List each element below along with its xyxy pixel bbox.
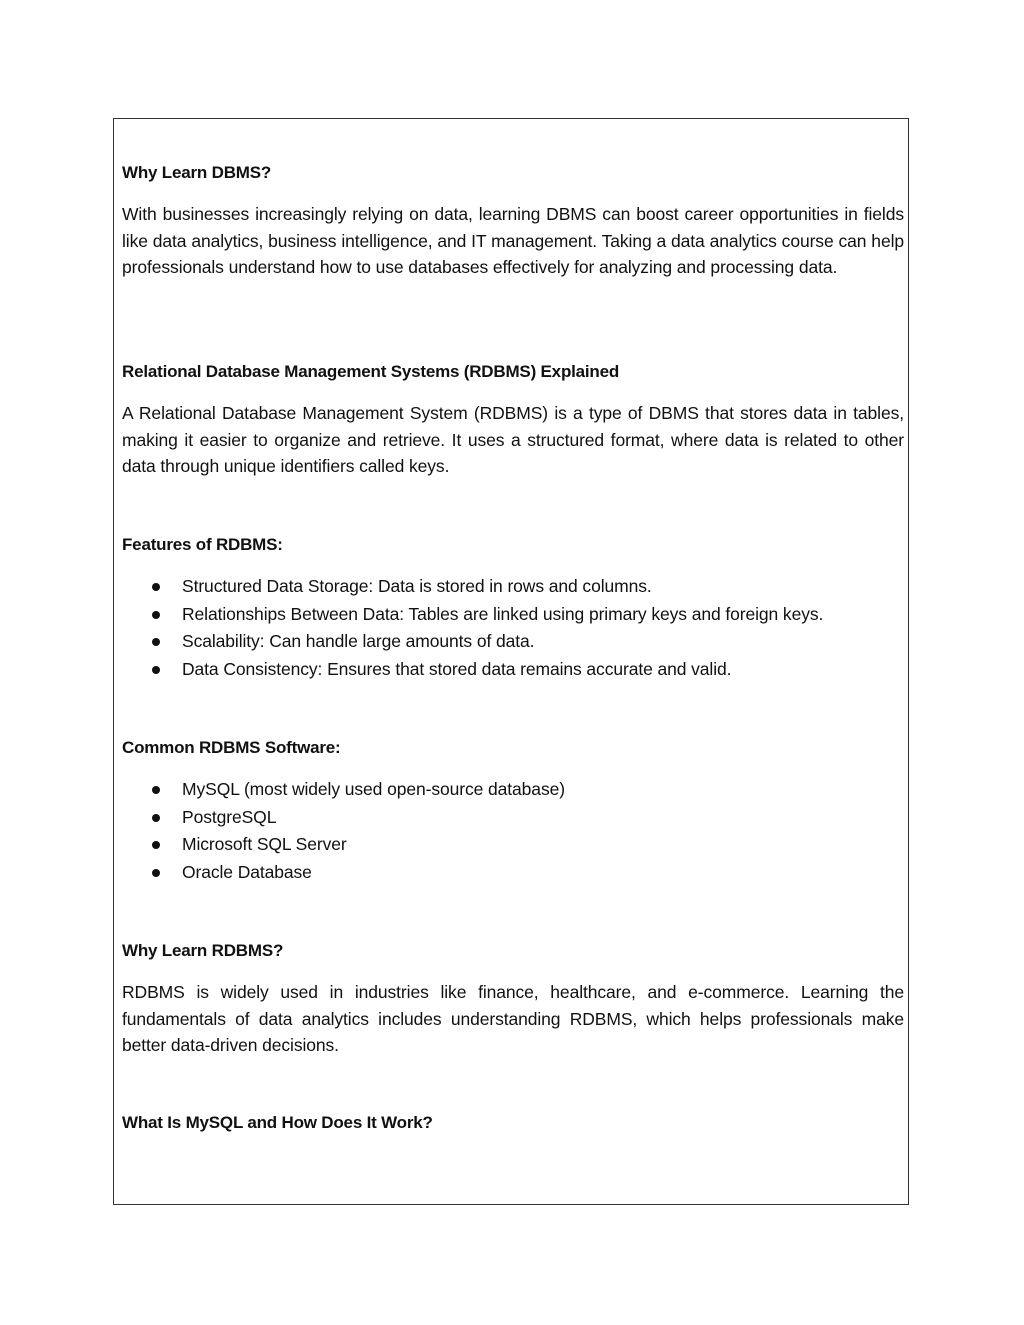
list-item [122, 656, 904, 684]
list-item [122, 573, 904, 601]
section-why-learn-rdbms [122, 940, 904, 1059]
section-why-learn-dbms [122, 162, 904, 281]
bullet-icon [152, 666, 160, 674]
document-frame [113, 118, 909, 1205]
section-features-of-rdbms [122, 534, 904, 683]
list-item-text: PostgreSQL [182, 806, 277, 827]
list-item [122, 628, 904, 656]
features-list [122, 573, 904, 683]
bullet-icon [152, 638, 160, 646]
section-heading: Common RDBMS Software: [122, 738, 341, 757]
bullet-icon [152, 583, 160, 591]
section-heading: Features of RDBMS: [122, 535, 283, 554]
software-list [122, 776, 904, 886]
section-common-rdbms-software [122, 737, 904, 886]
section-what-is-mysql [122, 1112, 904, 1134]
section-heading: Why Learn RDBMS? [122, 941, 284, 960]
section-paragraph: With businesses increasingly relying on data, learning DBMS can boost career opportunities in fields like data analytics, business intelligence, and IT management. Taking a data analytics course can help professionals understand how to use databases effectively for analyzing and processing data. [122, 204, 904, 277]
section-heading: What Is MySQL and How Does It Work? [122, 1113, 433, 1132]
section-rdbms-explained [122, 361, 904, 480]
bullet-icon [152, 611, 160, 619]
bullet-icon [152, 841, 160, 849]
list-item-text: Microsoft SQL Server [182, 834, 347, 854]
list-item-text: Data Consistency: Ensures that stored data remains accurate and valid. [182, 658, 732, 679]
list-item-text: Scalability: Can handle large amounts of data. [182, 631, 535, 651]
section-heading: Why Learn DBMS? [122, 163, 272, 182]
list-item [122, 859, 904, 887]
list-item [122, 804, 904, 832]
section-paragraph: A Relational Database Management System (RDBMS) is a type of DBMS that stores data in tables, making it easier to organize and retrieve. It uses a structured format, where data is related to other data through unique identifiers called keys. [122, 403, 904, 476]
list-item [122, 776, 904, 804]
bullet-icon [152, 786, 160, 794]
list-item-text: Structured Data Storage: Data is stored in rows and columns. [182, 576, 652, 596]
section-heading: Relational Database Management Systems (RDBMS) Explained [122, 362, 620, 381]
list-item-text: Relationships Between Data: Tables are linked using primary keys and foreign keys. [182, 603, 824, 624]
list-item [122, 601, 904, 629]
list-item-text: Oracle Database [182, 861, 312, 882]
bullet-icon [152, 869, 160, 877]
list-item [122, 831, 904, 859]
section-paragraph: RDBMS is widely used in industries like finance, healthcare, and e-commerce. Learning the fundamentals of data analytics includes understanding RDBMS, which helps professionals make better data-driven decisions. [122, 982, 904, 1055]
bullet-icon [152, 814, 160, 822]
list-item-text: MySQL (most widely used open-source database) [182, 779, 565, 799]
